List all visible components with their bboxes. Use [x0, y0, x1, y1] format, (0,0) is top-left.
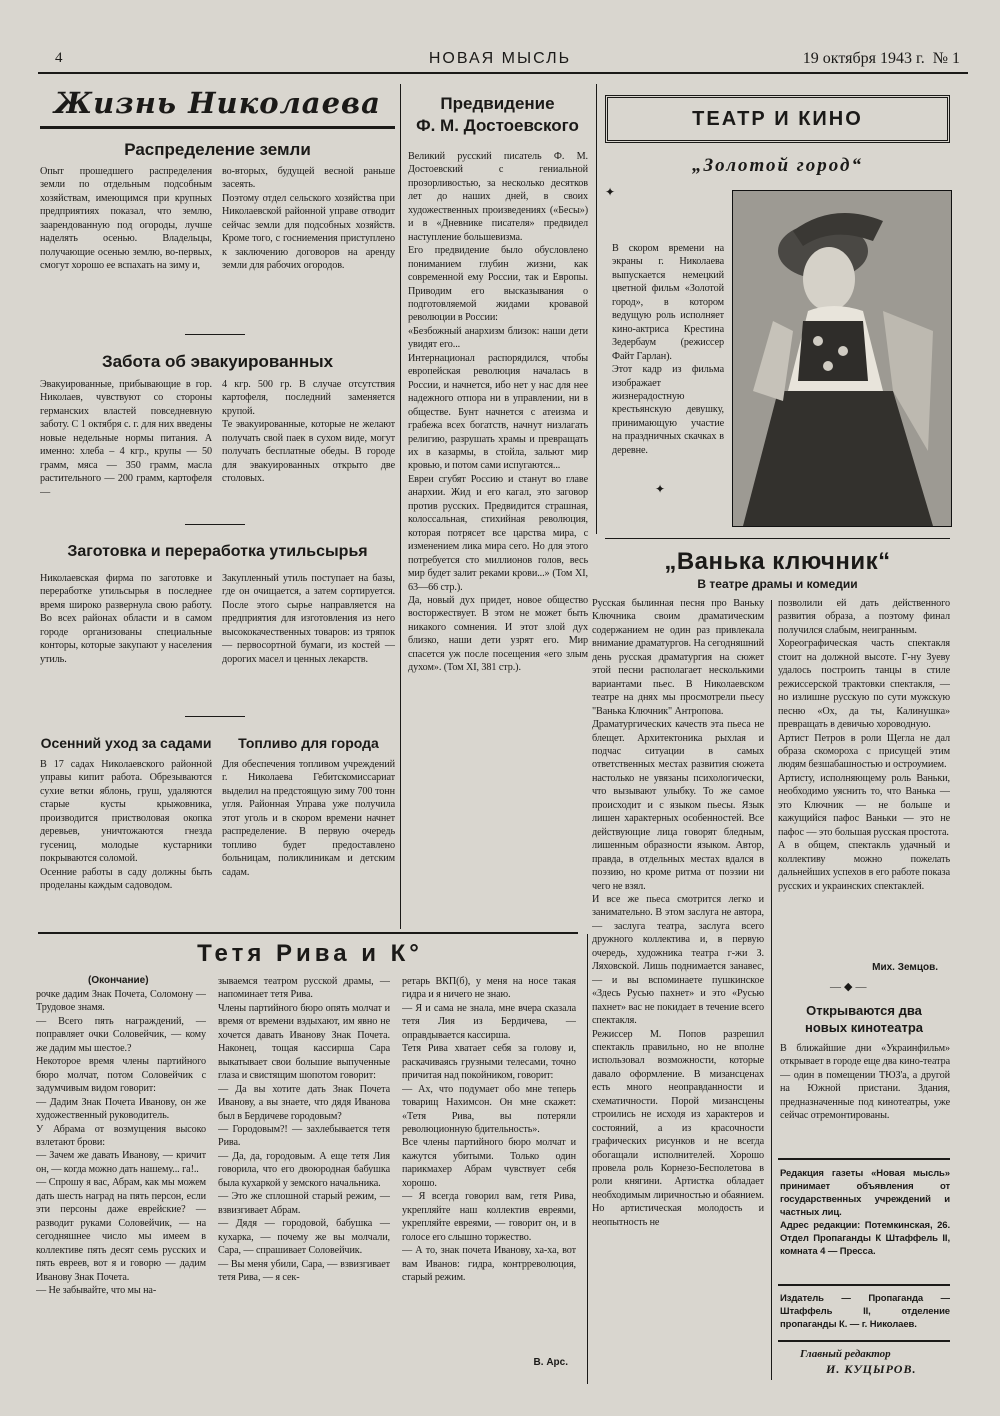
divider — [778, 1284, 950, 1286]
divider — [185, 334, 245, 335]
article-body-aunt-riva-col1: рочке дадим Знак Почета, Соломону — Трудовое знамя. — Всего пять награждений, — поправляет очки Соловейчик, — кому же дадим мы шестое.? Некоторое время члены партийного бюро молчат, потом Соловейчик с задумчивым видом говорит: — Дадим Знак Почета Ивановy, он же художественный руководитель. У Абрама от возмущения высоко взлетают брови: — Зачем же давать Иванову, — кричит он, — когда можно дать нашему... га!.. — Спрошу я вас, Абрам, как мы можем дать шесть наград на пять персон, если эти персоны даже еврейские? — разводит руками Соловейчик, — на сегодняшнее число мы имеем в коллективе пять десят семь русских и пять евреев, вот я и говорю — дадим Иванову Знак Почета. — Не забывайте, что мы на- — [36, 989, 206, 1296]
article-subtitle-vanka: В театре драмы и комедии — [697, 577, 858, 591]
article-body-evacuees-col2: 4 кгр. 500 гр. В случае отсутствия картофеля, последний заменяется крупой. Те эвакуированные, которые не желают получать свой паек в сухом виде, могут получать бесплатные обеды. В городе для эвакуированных открыто две столовых. — [222, 379, 395, 485]
article-title-gardens: Осенний уход за садами — [40, 735, 212, 751]
column-rule — [400, 84, 401, 929]
film-body: В скором времени на экраны г. Николаева выпускается немецкий цветной фильм «Золотой город», в котором ведущую роль исполняет кино-актриса Крестина Зедербаум (режиссер Файт Гарлан). Этот кадр из фильма изображает жизнерадостную крестьянскую девушку, принимающую участие на праздничных скачках в деревне. — [612, 243, 724, 456]
article-title-dostoevsky-line2: Ф. М. Достоевского — [416, 116, 579, 135]
article-body-evacuees-col1: Эвакуированные, прибывающие в гор. Николаев, чувствуют со стороны германских властей повседневную заботу. С 1 октября с. г. для них введены новые недельные нормы питания. А именно: хлеба – 4 кгр., крупы — 50 грамм, мяса — 350 грамм, масла растительного — 200 грамм, картофеля — — [40, 379, 212, 498]
article-body-vanka-col2: позволили ей дать действенного развития образа, а поэтому финал получился слабым, неигранным. Хореографическая часть спектакля стоит на должной высоте. Г-ну Зуеву удалось построить танцы в стиле режиссерской трактовки спектакля, — но излишне русскую по сути мужскую песню «Ох, да ты, Калинушка» превращать в девичью хороводную. Артист Петров в роли Щегла не дал образа скомороха с присущей этим людям безшабашностью и остроумием. Артисту, исполняющему роль Ваньки, необходимо уяснить то, что Ванька — это Ключник — не больше и кажущийся пафос Ваньки — это не пафос — это большая русская простота. А в общем, спектакль удачный и коллективу можно пожелать дальнейших успехов в его работе показа русских и украинских спектаклей. — [778, 598, 950, 892]
article-title-land: Распределение земли — [124, 140, 311, 159]
film-still-photo — [732, 190, 952, 527]
newspaper-name: НОВАЯ МЫСЛЬ — [428, 50, 572, 67]
article-body-aunt-riva-col2: зываемся театром русской драмы, — напоминает тетя Рива. Члены партийного бюро опять молчат и время от времени вздыхают, им явно не хочется давать Иванову Знак Почета. Наконец, тощая кассирша Сара выкатывает свои большие выпученные глаза и свистящим шопотом говорит: — Да вы хотите дать Знак Почета Иванову, а вы знаете, что дядя Иванова был в Бердичеве городовым? — Городовым?! — захлебывается тетя Рива. — Да, да, городовым. А еще тетя Лия говорила, что его двоюродная бабушка была кухаркой у земского начальника. — Это же сплошной старый режим, — взвизгивает Абрам. — Дядя — городовой, бабушка — кухарка, — почему же вы молчали, Сара, — спрашивает Соловейчик. — Вы меня убили, Сара, — взвизгивает тетя Рива, — я сек- — [218, 976, 390, 1283]
article-body-gardens: В 17 садах Николаевского районной управы кипит работа. Обрезываются сухие ветки яблонь, груш, удаляются старые кусты крыжовника, производится пристволовая окопка деревьев, уничтожаются гнезда гусениц, молодые кустарники покрываются соломой. Осенние работы в саду должны быть проделаны каждым садоводом. — [40, 759, 212, 892]
ornament-icon: —◆— — [830, 981, 870, 993]
divider — [38, 932, 578, 934]
section-title-underline — [40, 126, 395, 129]
article-body-scrap-col1: Николаевская фирма по заготовке и переработке утильсырья в последнее время широко развернула свою работу. Во всех районах области и в самом городе организованы специальные конторы, которые закупают у населения утиль. — [40, 573, 212, 665]
article-title-scrap: Заготовка и переработка утильсырья — [67, 543, 368, 560]
divider — [185, 524, 245, 525]
article-body-aunt-riva-col3: ретарь ВКП(б), у меня на носе такая гидра и я ничего не знаю. — Я и сама не знала, мне вчера сказала тетя Лия из Бердичева, — оправдывается кассирша. Тетя Рива хватает себя за голову и, раскачиваясь грузными телесами, точно причитая над покойником, говорит: — Ах, что подумает обо мне теперь товарищ Нахимсон. Он мне скажет: «Тетя Рива, вы потеряли революционную бдительность». Все члены партийного бюро молчат и кажутся убитыми. Только один парикмахер Абрам чувствует себя хорошо. — Я всегда говорил вам, гетя Рива, укрепляйте наш коллектив евреями, укрепляйте евреями, — говорит он, и в голосе его слышно торжество. — А то, знак почета Иванову, ха-ха, вот вам Иванов: гидра, контрреволюция, старый режим. — [402, 976, 576, 1283]
column-rule — [596, 84, 597, 534]
section-title: Жизнь Николаева — [54, 86, 381, 120]
article-body-land-col1: Опыт прошедшего распределения земли по отдельным подсобным хозяйствам, имеющимся при крупных предприятиях показал, что землю, заарендованную под огороды, лучше наделять осенью. Владельцы, получающие осенью землю, во-первых, смогут хорошо ее вспахать на зиму и, — [40, 166, 212, 272]
divider — [605, 538, 950, 539]
article-body-land-col2: во-вторых, будущей весной раньше засеять. Поэтому отдел сельского хозяйства при Николаевской районной управе отводит сейчас земли для подсобных хозяйств. Кроме того, с госниемения приступлено к заключению договоров на аренду земли для рабочих огородов. — [222, 166, 395, 272]
masthead-rule — [38, 72, 968, 74]
article-title-cinemas-line1: Открываются два — [806, 1003, 922, 1018]
chief-editor-label: Главный редактор — [800, 1348, 891, 1360]
ornament-icon: ✦ — [655, 482, 666, 496]
divider — [778, 1158, 950, 1160]
signature-vanka: Мих. Земцов. — [872, 962, 938, 973]
article-title-vanka: „Ванька ключник“ — [664, 548, 891, 575]
divider — [778, 1340, 950, 1342]
article-title-dostoevsky-line1: Предвидение — [440, 94, 555, 113]
signature-aunt-riva: В. Арс. — [533, 1357, 568, 1368]
article-body-fuel: Для обеспечения топливом учреждений г. Николаева Гебитскомиссариат выделил на предстоящую зиму 700 тонн угля. Районная Управа уже получила этот уголь и в скором времени начнет распределение. В первую очередь топливо будет предоставлено больницам, поликлиникам и детским садам. — [222, 759, 395, 878]
ornament-icon: ✦ — [605, 185, 616, 199]
issue-date: 19 октября 1943 г. № 1 — [802, 50, 960, 67]
section-title-theater: ТЕАТР И КИНО — [692, 108, 863, 130]
column-rule — [587, 934, 588, 1384]
article-body-dostoevsky: Великий русский писатель Ф. М. Достоевский с гениальной прозорливостью, за несколько десятков лет до наших дней, в своих художественных произведениях («Бесы») и в «Дневнике писателя» предвидел наступление большевизма. Его предвидение было обусловлено пониманием глубин жизни, как современной ему России, так и Европы. Приводим его высказывания о подготовляемой жидами кровавой революции в России: «Безбожный анархизм близок: наши дети увидят его... Интернационал распорядился, чтобы европейская революция началась в России, и начнется, ибо нет у нас для нее надежного отпора ни в управлении, ни в обществе. Бунт начнется с атеизма и грабежа всех богатств, начнут низлагать религию, разрушать храмы и превращать их в казармы, в стойла, зальют мир кровью, и потом сами испугаются... Евреи сгубят Россию и станут во главе анархии. Жид и его кагал, это заговор против русских. Предвидится страшная, колоссальная, стихийная революция, которая потрясет все царства мира, с изменением лика мира сего. Но для этого потребуется сто миллионов голов, весь мир будет залит реками крови...» (Том XI, 63—66 стр.). Да, новый дух придет, новое общество восторжествует. В этом не может быть никакого сомнения. И этот злой дух близко, наши дети узрят его. Мир спасется уж после посещения «его злым духом». (Том XI, 381 стр.). — [408, 151, 588, 674]
chief-editor-name: И. КУЦЫРОВ. — [826, 1362, 917, 1376]
article-body-scrap-col2: Закупленный утиль поступает на базы, где он очищается, а затем сортируется. После этого сырье направляется на предприятия для изготовления из него высококачественных товаров: из тряпок — первосортной бумаги, из костей — дорогих масел и ценных лекарств. — [222, 573, 395, 665]
article-ending-label: (Окончание) — [88, 975, 149, 986]
page-number: 4 — [55, 50, 63, 66]
publisher-info: Издатель — Пропаганда — Штаффель II, отделение пропаганды К. — г. Николаев. — [780, 1293, 950, 1330]
article-title-cinemas-line2: новых кинотеатра — [804, 1020, 924, 1035]
divider — [185, 716, 245, 717]
column-rule — [771, 600, 772, 1380]
article-title-aunt-riva: Тетя Рива и К° — [197, 940, 423, 967]
article-title-fuel: Топливо для города — [238, 735, 379, 751]
article-body-vanka-col1: Русская былинная песня про Ваньку Ключника своим драматическим содержанием не один раз привлекала внимание драматургов. На сегодняшний день русская драматургия на сюжет этой песни располагает несколькими вариантами пьес. В Николаевском театре на днях мы просмотрели пьесу "Ванька Ключник" Антропова. Драматургических качеств эта пьеса не блещет. Архитектоника рыхлая и подчас ситуации в самых ответственных местах развития сюжета настолько не увязаны психологически, что вызывают улыбку. То же самое происходит и с языком пьесы. Язык лишен характерных особенностей. Все действующие лица говорят бледным, лишенным образности языком. Автор, правда, в отдельных местах вдался в поэзию, но кроме ритма от поэзии ни чего не взял. И все же пьеса смотрится легко и занимательно. В этом заслуга не автора, — заслуга театра, заслуга всего дружного коллектива и, в первую очередь, художника театра г-жи З. Ляховской. Лишь поднимается занавес, — и вы вспоминаете пушкинское «Здесь Русью пахнет» и это «Русью пахнет» вас не покидает в течение всего спектакля. Режиссер М. Попов разрешил спектакль правильно, но не вполне использовал возможности, которые давало оформление. В мизансценах есть много неоправданности и схематичности. Порой мизансцены строились не исходя из характеров и состояний, а из красочности графических рисунков и не всегда обогащали исполнителей. Хорошо провела роль Корнезо-Бесполетова в роли княгини. Артистка обладает необходимым лиричностью и обаянием. Но артистическая молодость и неопытность не — [592, 598, 764, 1228]
section-box-theater — [605, 95, 950, 143]
article-body-cinemas: В ближайшие дни «Украинфильм» открывает в городе еще два кино-театра — один в помещении ТЮЗ'а, а другой на Южной пристани. Здания, предназначенные под кинотеатры, уже сейчас отремонтированы. — [780, 1043, 950, 1122]
article-title-evacuees: Забота об эвакуированных — [101, 352, 334, 371]
editorial-notice: Редакция газеты «Новая мысль» принимает объявления от государственных учреждений и частных лиц. Адрес редакции: Потемкинская, 26. Отдел Пропаганды К Штаффель II, комната 4 — Пресса. — [780, 1168, 950, 1257]
film-title: „Золотой город“ — [692, 155, 863, 176]
